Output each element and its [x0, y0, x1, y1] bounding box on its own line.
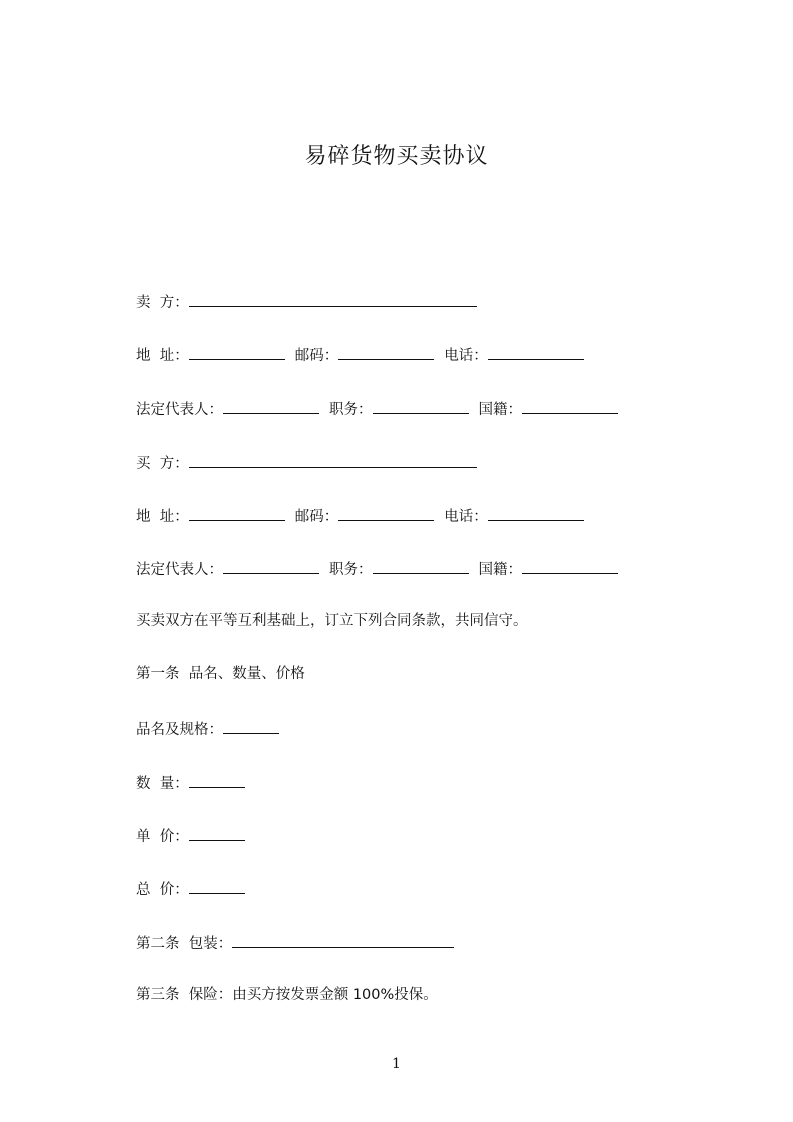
buyer-line — [136, 452, 477, 474]
seller-rep-line — [136, 398, 618, 420]
buyer-rep-line — [136, 558, 618, 580]
buyer-position-blank[interactable] — [373, 558, 469, 574]
buyer-phone-label: 电话： — [444, 509, 488, 525]
name-spec-blank[interactable] — [223, 718, 279, 734]
buyer-nationality-label: 国籍： — [478, 562, 522, 578]
seller-rep-blank[interactable] — [223, 398, 319, 414]
seller-phone-label: 电话： — [444, 348, 488, 364]
packaging-blank[interactable] — [232, 932, 454, 948]
quantity-blank[interactable] — [189, 772, 245, 788]
total-price-blank[interactable] — [189, 878, 245, 894]
seller-postcode-blank[interactable] — [338, 344, 434, 360]
document-title: 易碎货物买卖协议 — [304, 144, 489, 169]
article-2-line — [136, 932, 454, 954]
buyer-blank[interactable] — [189, 452, 477, 468]
buyer-postcode-blank[interactable] — [338, 505, 434, 521]
total-price-line — [136, 878, 245, 900]
seller-blank[interactable] — [189, 291, 477, 307]
quantity-label: 数 量： — [136, 776, 189, 792]
seller-position-blank[interactable] — [373, 398, 469, 414]
article-3-text: 第三条 保险：由买方按发票金额 100%投保。 — [136, 987, 438, 1003]
seller-nationality-label: 国籍： — [478, 402, 522, 418]
article-1-heading: 第一条 品名、数量、价格 — [136, 666, 305, 682]
unit-price-line — [136, 825, 245, 847]
seller-rep-label: 法定代表人： — [136, 402, 223, 418]
unit-price-label: 单 价： — [136, 829, 189, 845]
buyer-address-blank[interactable] — [189, 505, 285, 521]
seller-label: 卖 方： — [136, 295, 189, 311]
name-spec-line — [136, 718, 279, 740]
seller-line — [136, 291, 477, 313]
quantity-line — [136, 772, 245, 794]
unit-price-blank[interactable] — [189, 825, 245, 841]
buyer-rep-label: 法定代表人： — [136, 562, 223, 578]
seller-position-label: 职务： — [329, 402, 373, 418]
buyer-nationality-blank[interactable] — [522, 558, 618, 574]
buyer-contact-line — [136, 505, 584, 527]
total-price-label: 总 价： — [136, 882, 189, 898]
buyer-position-label: 职务： — [329, 562, 373, 578]
seller-postcode-label: 邮码： — [294, 348, 339, 364]
seller-phone-blank[interactable] — [488, 344, 584, 360]
seller-address-blank[interactable] — [189, 344, 285, 360]
buyer-rep-blank[interactable] — [223, 558, 319, 574]
seller-address-label: 地 址： — [136, 348, 189, 364]
seller-nationality-blank[interactable] — [522, 398, 618, 414]
buyer-phone-blank[interactable] — [488, 505, 584, 521]
page-number: 1 — [392, 1056, 401, 1072]
buyer-postcode-label: 邮码： — [294, 509, 339, 525]
buyer-label: 买 方： — [136, 456, 189, 472]
article-2-heading: 第二条 包装： — [136, 936, 233, 952]
buyer-address-label: 地 址： — [136, 509, 189, 525]
intro-paragraph: 买卖双方在平等互利基础上，订立下列合同条款，共同信守。 — [136, 613, 528, 629]
seller-contact-line — [136, 344, 584, 366]
name-spec-label: 品名及规格： — [136, 722, 223, 738]
